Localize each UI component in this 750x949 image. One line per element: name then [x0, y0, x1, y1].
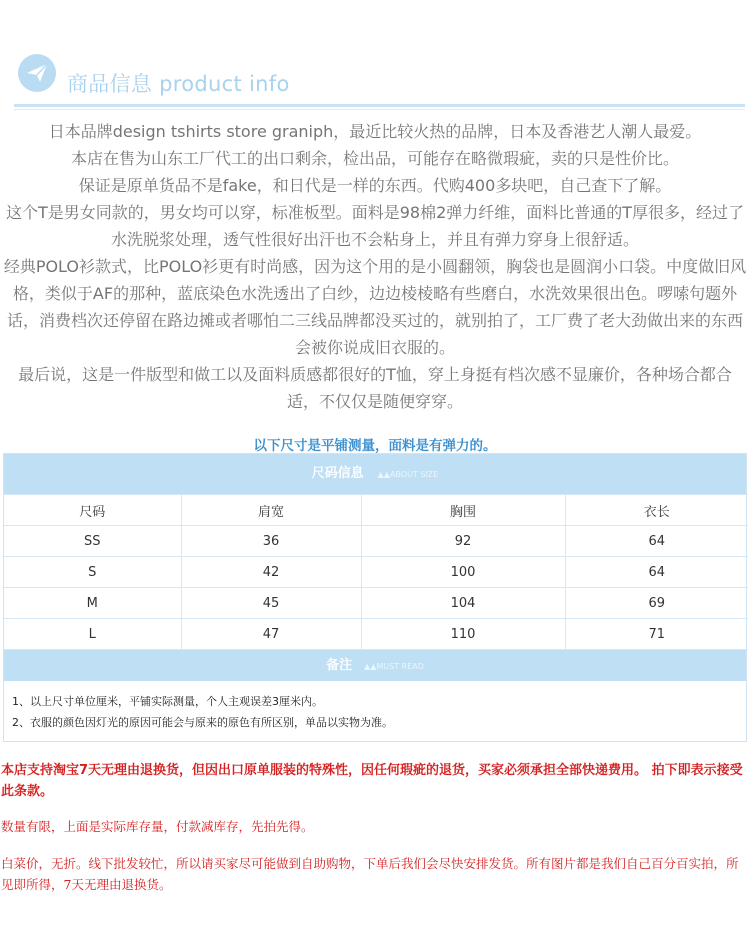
table-cell: SS [4, 526, 181, 557]
table-header-row [4, 495, 748, 526]
table-cell: 71 [565, 619, 748, 650]
table-cell: 42 [181, 557, 361, 588]
table-cell: L [4, 619, 181, 650]
column-header: 尺码 [4, 495, 181, 526]
table-cell: S [4, 557, 181, 588]
description-line: 保证是原单货品不是fake，和日代是一样的东西。代购400多块吧，自己查下了解。 [78, 176, 672, 195]
size-table-header [4, 454, 746, 494]
size-table [3, 453, 747, 742]
table-cell: M [4, 588, 181, 619]
size-grid [4, 494, 748, 650]
header-divider [14, 104, 745, 107]
remark-item: 1、以上尺寸单位厘米，平铺实际测量，个人主观误差3厘米内。 [12, 695, 323, 708]
description-line: 经典POLO衫款式，比POLO衫更有时尚感，因为这个用的是小圆翻领，胸袋也是圆润小口袋。中度做旧风格，类似于AF的那种，蓝底染色水洗透出了白纱，边边棱棱略有些磨白，水洗效果很出色。啰嗦句题外话，消费档次还停留在路边摊或者哪怕二三线品牌都没买过的，就别拍了，工厂费了老大劲做出来的东西会被你说成旧衣服的。 [3, 257, 747, 357]
table-row [4, 619, 748, 650]
remarks-header [4, 650, 746, 681]
paper-plane-icon [18, 54, 56, 92]
table-cell: 36 [181, 526, 361, 557]
column-header: 胸围 [361, 495, 565, 526]
table-row [4, 588, 748, 619]
table-cell: 69 [565, 588, 748, 619]
product-description [3, 118, 747, 415]
size-measure-note: 以下尺寸是平铺测量，面料是有弹力的。 [253, 438, 497, 454]
header-divider-thin [14, 109, 745, 110]
remarks-title: 备注 [326, 658, 353, 673]
remarks-list [4, 681, 746, 741]
table-cell: 110 [361, 619, 565, 650]
description-line: 这个T是男女同款的，男女均可以穿，标准板型。面料是98棉2弹力纤维，面料比普通的T厚很多，经过了水洗脱浆处理，透气性很好出汗也不会粘身上，并且有弹力穿身上很舒适。 [5, 203, 745, 249]
table-cell: 92 [361, 526, 565, 557]
remark-item: 2、衣服的颜色因灯光的原因可能会与原来的原色有所区别，单品以实物为准。 [12, 716, 393, 729]
table-row [4, 557, 748, 588]
table-cell: 100 [361, 557, 565, 588]
size-table-title: 尺码信息 [311, 466, 364, 481]
table-row [4, 526, 748, 557]
product-info-header [14, 52, 744, 112]
remarks-subtitle: ▲▲MUST READ [364, 662, 424, 671]
table-cell: 64 [565, 557, 748, 588]
column-header: 肩宽 [181, 495, 361, 526]
table-cell: 104 [361, 588, 565, 619]
description-line: 日本品牌design tshirts store graniph，最近比较火热的品牌，日本及香港艺人潮人最爱。 [48, 122, 702, 141]
table-cell: 47 [181, 619, 361, 650]
table-cell: 45 [181, 588, 361, 619]
section-title: 商品信息 product info [67, 72, 290, 96]
price-note: 白菜价，无折。线下批发较忙，所以请买家尽可能做到自助购物，下单后我们会尽快安排发货。所有图片都是我们自己百分百实拍，所见即所得，7天无理由退换货。 [1, 856, 739, 892]
return-policy: 本店支持淘宝7天无理由退换货，但因出口原单服装的特殊性，因任何瑕疵的退货，买家必须承担全部快递费用。 拍下即表示接受此条款。 [1, 763, 743, 799]
stock-note: 数量有限，上面是实际库存量，付款减库存，先拍先得。 [1, 819, 314, 834]
description-line: 最后说，这是一件版型和做工以及面料质感都很好的T恤，穿上身挺有档次感不显廉价，各种场合都合适，不仅仅是随便穿穿。 [18, 365, 732, 411]
table-cell: 64 [565, 526, 748, 557]
column-header: 衣长 [565, 495, 748, 526]
size-table-subtitle: ▲▲ABOUT SIZE [377, 470, 439, 479]
description-line: 本店在售为山东工厂代工的出口剩余，检出品，可能存在略微瑕疵，卖的只是性价比。 [70, 149, 679, 168]
